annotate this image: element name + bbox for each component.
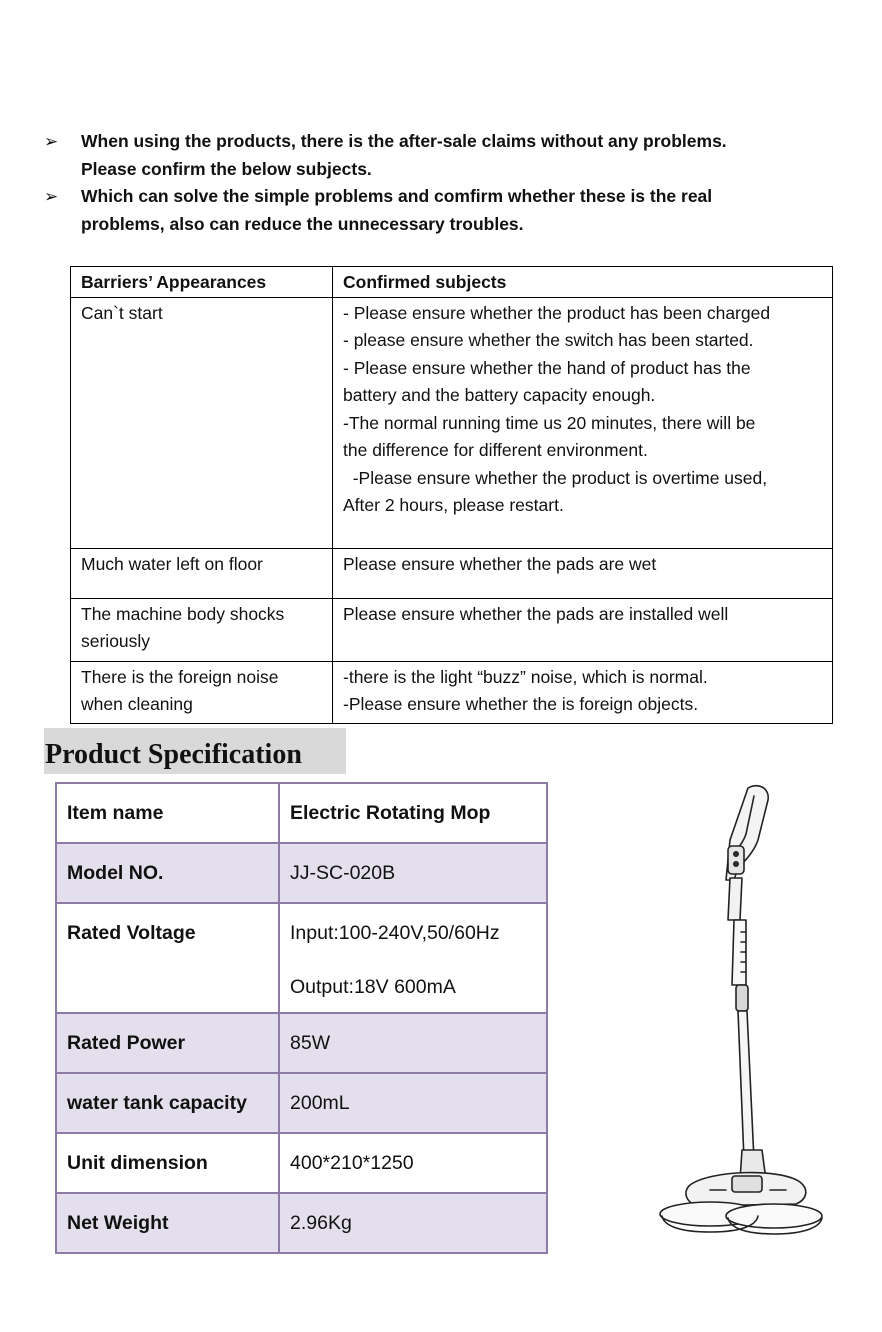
table-row xyxy=(71,297,833,548)
appearance-cell xyxy=(71,661,333,723)
spec-row xyxy=(56,1013,547,1073)
column-header: Confirmed subjects xyxy=(333,267,833,298)
subjects-cell xyxy=(333,548,833,598)
product-image xyxy=(650,780,830,1250)
spec-label-text: Rated Voltage xyxy=(67,922,196,944)
subject-line: Please ensure whether the pads are installed well xyxy=(343,603,729,624)
column-header: Barriers’ Appearances xyxy=(71,267,333,298)
subject-line: -Please ensure whether the product is overtime used, xyxy=(343,467,768,488)
spec-row xyxy=(56,1133,547,1193)
subjects-cell xyxy=(333,598,833,661)
table-row xyxy=(71,548,833,598)
appearance-text: There is the foreign noise xyxy=(81,666,279,687)
subject-line: - Please ensure whether the hand of product has the xyxy=(343,357,751,378)
intro-bullet xyxy=(40,128,840,183)
spec-label: Item name xyxy=(56,783,279,843)
subject-line: battery and the battery capacity enough. xyxy=(343,385,656,405)
appearance-text: The machine body shocks xyxy=(81,603,285,624)
subjects-cell xyxy=(333,297,833,548)
subjects-cell xyxy=(333,661,833,723)
arrow-bullet-icon: ➢ xyxy=(44,187,59,206)
subject-line: the difference for different environment. xyxy=(343,440,648,460)
spec-label: Rated Power xyxy=(56,1013,279,1073)
appearance-text: when cleaning xyxy=(81,694,193,714)
subject-line: -there is the light “buzz” noise, which is normal. xyxy=(343,666,708,687)
appearance-cell xyxy=(71,598,333,661)
spec-value: 400*210*1250 xyxy=(279,1133,547,1193)
bullet-text: problems, also can reduce the unnecessary troubles. xyxy=(81,213,524,234)
spec-label: Model NO. xyxy=(56,843,279,903)
spec-value xyxy=(279,903,547,1013)
spec-value: 200mL xyxy=(279,1073,547,1133)
electric-rotating-mop-illustration-icon xyxy=(650,780,830,1250)
subject-line: - please ensure whether the switch has been started. xyxy=(343,330,754,350)
spec-value-line: Output:18V 600mA xyxy=(290,976,456,998)
table-header-row xyxy=(71,267,833,298)
bullet-text: Please confirm the below subjects. xyxy=(81,158,372,179)
subject-line: Please ensure whether the pads are wet xyxy=(343,553,657,574)
spec-label: Net Weight xyxy=(56,1193,279,1253)
spec-value: JJ-SC-020B xyxy=(279,843,547,903)
subject-line: -The normal running time us 20 minutes, there will be xyxy=(343,412,756,433)
spec-row xyxy=(56,1073,547,1133)
appearance-text: Much water left on floor xyxy=(81,553,263,574)
appearance-cell xyxy=(71,297,333,548)
appearance-text: Can`t start xyxy=(81,302,163,323)
spec-label: water tank capacity xyxy=(56,1073,279,1133)
subject-line: After 2 hours, please restart. xyxy=(343,495,564,515)
spec-value-line: Input:100-240V,50/60Hz xyxy=(290,922,500,944)
bullet-text: When using the products, there is the after-sale claims without any problems. xyxy=(81,131,727,151)
specification-table xyxy=(55,782,548,1254)
spec-label: Unit dimension xyxy=(56,1133,279,1193)
subject-line: - Please ensure whether the product has been charged xyxy=(343,302,771,323)
intro-bullet xyxy=(40,183,840,238)
spec-row xyxy=(56,903,547,1013)
spec-value: 85W xyxy=(279,1013,547,1073)
arrow-bullet-icon: ➢ xyxy=(44,132,59,151)
spec-label xyxy=(56,903,279,1013)
table-row xyxy=(71,598,833,661)
bullet-text: Which can solve the simple problems and comfirm whether these is the real xyxy=(81,186,713,206)
troubleshooting-table xyxy=(70,266,833,724)
appearance-cell xyxy=(71,548,333,598)
spec-value: Electric Rotating Mop xyxy=(279,783,547,843)
spec-value: 2.96Kg xyxy=(279,1193,547,1253)
table-row xyxy=(71,661,833,723)
subject-line: -Please ensure whether the is foreign objects. xyxy=(343,694,699,714)
intro-bullets xyxy=(40,128,840,238)
spec-row xyxy=(56,783,547,843)
spec-row xyxy=(56,843,547,903)
appearance-text: seriously xyxy=(81,631,151,651)
spec-section-title: Product Specification xyxy=(44,728,346,774)
spec-row xyxy=(56,1193,547,1253)
